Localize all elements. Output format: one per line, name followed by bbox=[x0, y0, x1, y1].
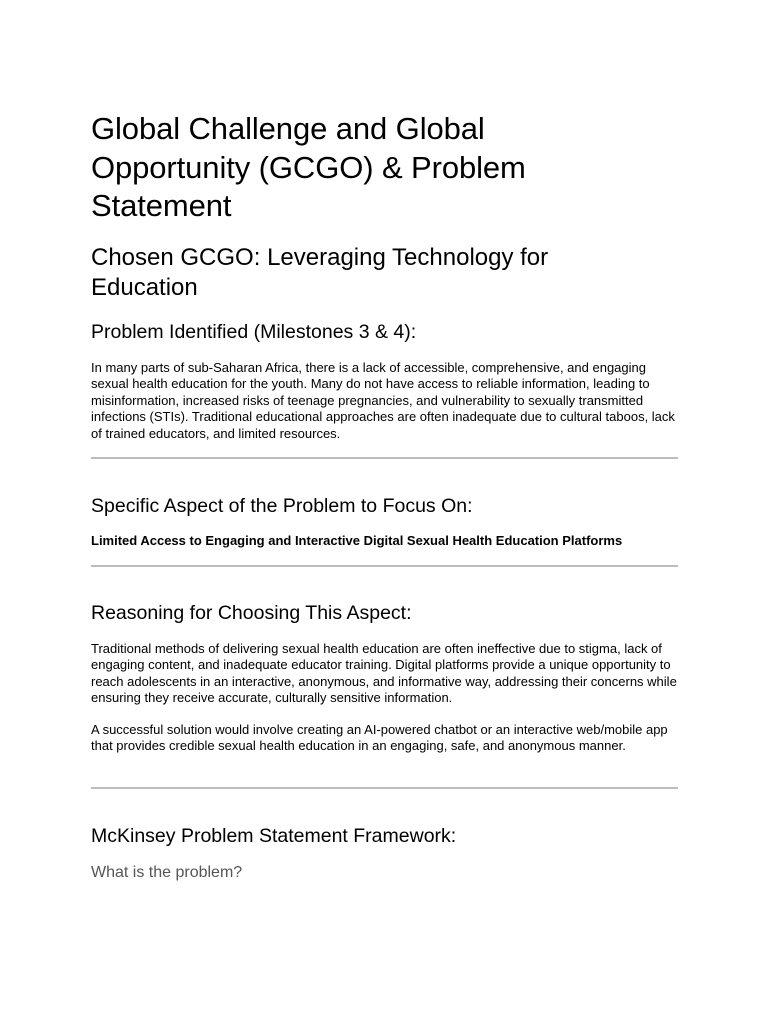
problem-identified-paragraph: In many parts of sub-Saharan Africa, there is a lack of accessible, comprehensive, and engaging sexual health education for the youth. Many do not have access to reliable information, leading to misinformation, increased risks of teenage pregnancies, and vulnerability to sexually transmitted infections (STIs). Traditional educational approaches are often inadequate due to cultural taboos, lack of trained educators, and limited resources. bbox=[91, 360, 675, 441]
chosen-gcgo-heading: Chosen GCGO: Leveraging Technology for Education bbox=[91, 244, 549, 301]
specific-aspect-statement: Limited Access to Engaging and Interactive Digital Sexual Health Education Platforms bbox=[91, 533, 623, 548]
section-divider bbox=[91, 565, 678, 567]
framework-question: What is the problem? bbox=[91, 864, 243, 881]
reasoning-paragraph-2: A successful solution would involve creating an AI-powered chatbot or an interactive web/mobile app that provides credible sexual health education in an engaging, safe, and anonymous manner. bbox=[91, 722, 668, 754]
reasoning-paragraph-1: Traditional methods of delivering sexual health education are often ineffective due to stigma, lack of engaging content, and inadequate educator training. Digital platforms provide a unique opportunity to reach adolescents in an interactive, anonymous, and informative way, addressing their concerns while ensuring they receive accurate, culturally sensitive information. bbox=[91, 641, 677, 706]
framework-heading: McKinsey Problem Statement Framework: bbox=[91, 825, 457, 847]
specific-aspect-heading: Specific Aspect of the Problem to Focus On: bbox=[91, 495, 473, 517]
problem-identified-heading: Problem Identified (Milestones 3 & 4): bbox=[91, 321, 417, 343]
reasoning-heading: Reasoning for Choosing This Aspect: bbox=[91, 602, 412, 624]
document-title: Global Challenge and Global Opportunity (GCGO) & Problem Statement bbox=[91, 111, 526, 223]
section-divider bbox=[91, 787, 678, 789]
section-divider bbox=[91, 457, 678, 459]
